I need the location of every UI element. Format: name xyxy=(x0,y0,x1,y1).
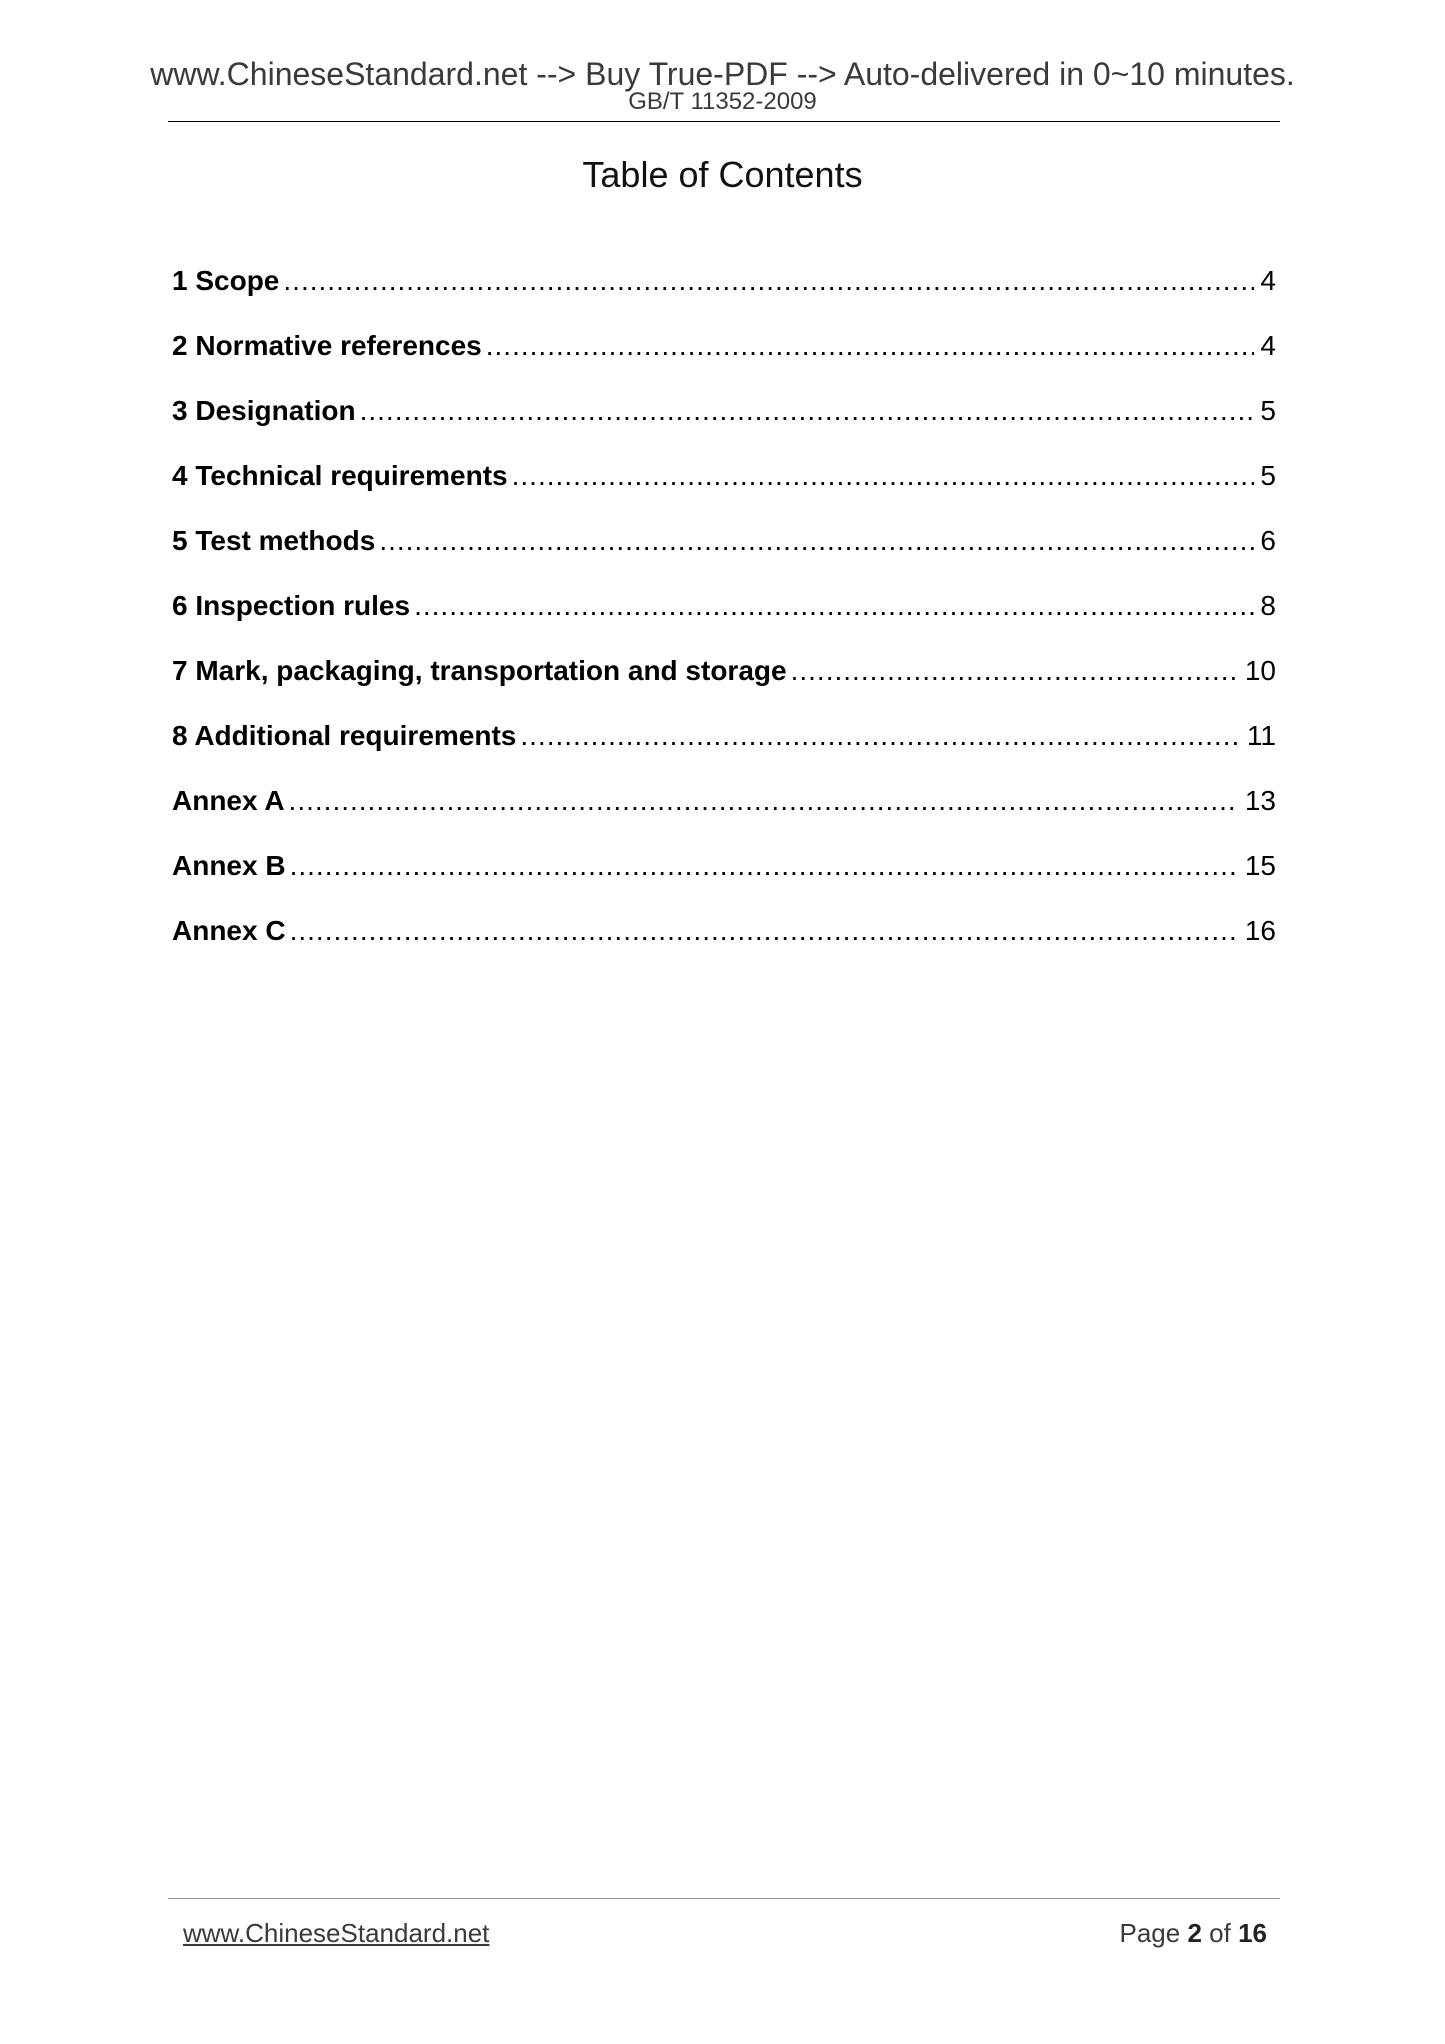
standard-code: GB/T 11352-2009 xyxy=(628,88,817,115)
toc-entry-page: 4 xyxy=(1260,330,1276,361)
toc-entry-label: 8 Additional requirements xyxy=(172,720,517,751)
toc-dot-leader xyxy=(283,263,1254,299)
header-banner: www.ChineseStandard.net --> Buy True-PDF --> Auto-delivered in 0~10 minutes. xyxy=(150,56,1295,92)
toc-entry-label: 2 Normative references xyxy=(172,330,482,361)
toc-dot-leader xyxy=(290,913,1239,949)
toc-entry-page: 13 xyxy=(1244,785,1276,816)
toc-entry-annex-a[interactable] xyxy=(172,783,1276,848)
toc-entry-page: 5 xyxy=(1260,395,1276,426)
toc-dot-leader xyxy=(512,458,1255,494)
toc-entry-page: 8 xyxy=(1260,590,1276,621)
page-number xyxy=(1119,1920,1267,1946)
page-separator: of xyxy=(1209,1918,1231,1948)
toc-entry-additional-requirements[interactable] xyxy=(172,718,1276,783)
toc-entry-label: 4 Technical requirements xyxy=(172,460,508,491)
toc-entry-annex-b[interactable] xyxy=(172,848,1276,913)
toc-entry-scope[interactable] xyxy=(172,263,1276,328)
toc-entry-page: 15 xyxy=(1244,850,1276,881)
toc-dot-leader xyxy=(520,718,1241,754)
toc-entry-designation[interactable] xyxy=(172,393,1276,458)
toc-entry-annex-c[interactable] xyxy=(172,913,1276,978)
toc-title: Table of Contents xyxy=(582,154,863,195)
current-page: 2 xyxy=(1187,1918,1202,1948)
toc-entry-label: Annex B xyxy=(172,850,286,881)
toc-entry-label: 5 Test methods xyxy=(172,525,376,556)
toc-list xyxy=(172,263,1276,978)
toc-entry-normative-references[interactable] xyxy=(172,328,1276,393)
toc-dot-leader xyxy=(414,588,1254,624)
total-pages: 16 xyxy=(1238,1918,1267,1948)
toc-entry-label: 3 Designation xyxy=(172,395,356,426)
toc-dot-leader xyxy=(791,653,1239,689)
toc-dot-leader xyxy=(486,328,1255,364)
toc-entry-page: 4 xyxy=(1260,265,1276,296)
toc-entry-page: 11 xyxy=(1246,720,1276,751)
toc-entry-label: Annex A xyxy=(172,785,285,816)
toc-entry-inspection-rules[interactable] xyxy=(172,588,1276,653)
toc-entry-page: 6 xyxy=(1260,525,1276,556)
toc-entry-page: 5 xyxy=(1260,460,1276,491)
toc-entry-page: 10 xyxy=(1244,655,1276,686)
toc-dot-leader xyxy=(290,848,1239,884)
toc-entry-page: 16 xyxy=(1244,915,1276,946)
toc-entry-label: 6 Inspection rules xyxy=(172,590,411,621)
header-divider xyxy=(168,121,1280,122)
toc-entry-label: Annex C xyxy=(172,915,286,946)
toc-entry-mark-packaging[interactable] xyxy=(172,653,1276,718)
footer-divider xyxy=(168,1898,1280,1899)
page-prefix: Page xyxy=(1119,1918,1181,1948)
footer-site-link[interactable]: www.ChineseStandard.net xyxy=(183,1918,490,1948)
toc-dot-leader xyxy=(289,783,1239,819)
toc-entry-technical-requirements[interactable] xyxy=(172,458,1276,523)
toc-dot-leader xyxy=(360,393,1255,429)
toc-entry-label: 7 Mark, packaging, transportation and storage xyxy=(172,655,787,686)
toc-entry-label: 1 Scope xyxy=(172,265,280,296)
toc-dot-leader xyxy=(379,523,1254,559)
toc-entry-test-methods[interactable] xyxy=(172,523,1276,588)
